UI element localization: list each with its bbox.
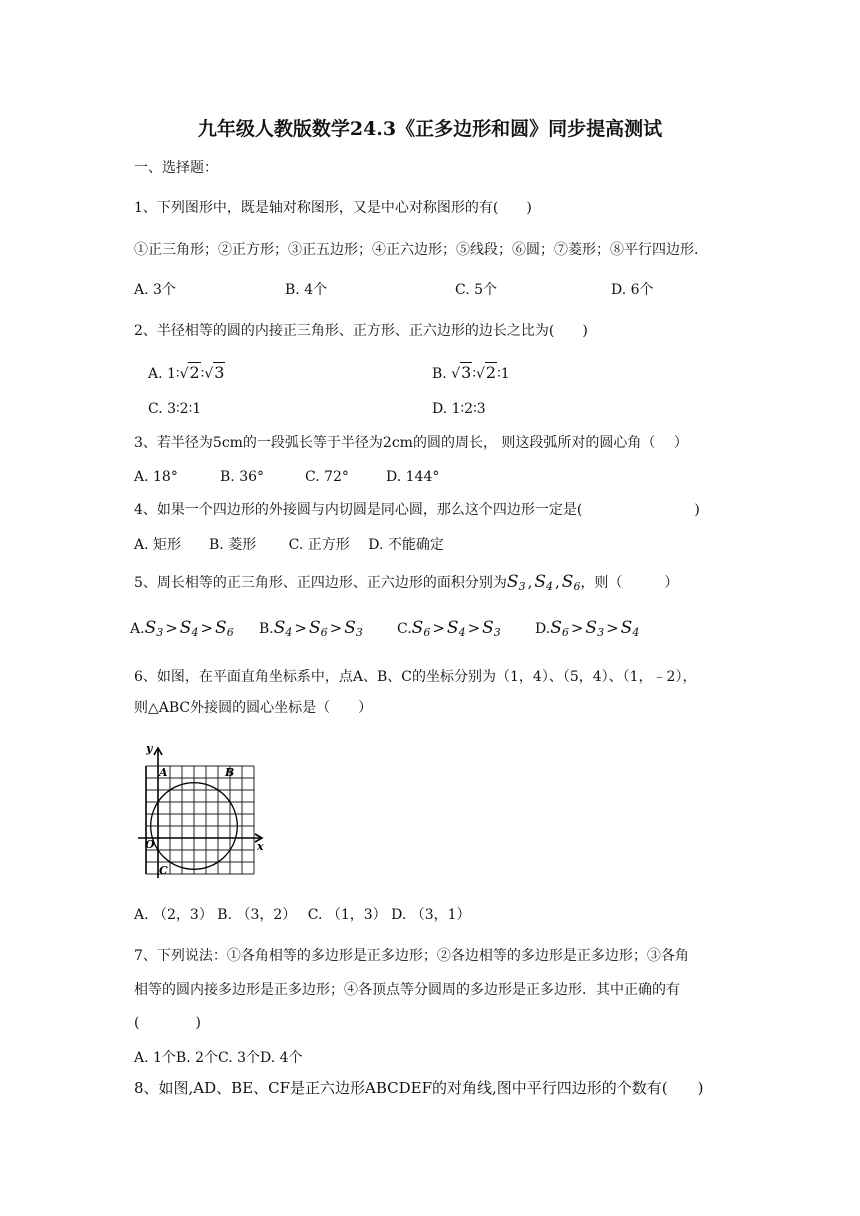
q1-option-a: A. 3个 (134, 282, 176, 298)
q4-options: A. 矩形 B. 菱形 C. 正方形 D. 不能确定 (134, 537, 444, 553)
point-c-label: C (159, 864, 168, 877)
q5-option-a: $A.S_3 > S_4 > S_6$ (130, 618, 234, 639)
q5-stem: 5、周长相等的正三角形、正四边形、正六边形的面积分别为$S_3$ , $S_4$ , $S_6$，则（ ） (134, 572, 679, 593)
q2-option-d: D. 1∶2∶3 (432, 401, 486, 417)
q7-line3: ( ) (134, 1015, 201, 1031)
q3-option-c: C. 72° (305, 469, 349, 485)
q6-options: A. （2，3） B. （3，2） C. （1，3） D. （3，1） (134, 907, 471, 923)
q1-option-b: B. 4个 (285, 282, 328, 298)
q6-stem-line2: 则△ABC外接圆的圆心坐标是（ ） (134, 700, 373, 716)
q2-option-b: B. √3∶√2∶1 (432, 363, 510, 382)
q7-line1: 7、下列说法：①各角相等的多边形是正多边形；②各边相等的多边形是正多边形；③各角 (134, 948, 689, 964)
q3-option-d: D. 144° (386, 469, 440, 485)
point-b-label: B (225, 766, 235, 779)
q3-stem: 3、若半径为5cm的一段弧长等于半径为2cm的圆的周长， 则这段弧所对的圆心角（ ） (134, 435, 688, 451)
q4-stem: 4、如果一个四边形的外接圆与内切圆是同心圆，那么这个四边形一定是( ) (134, 502, 700, 518)
q3-option-b: B. 36° (220, 469, 265, 485)
q7-options: A. 1个B. 2个C. 3个D. 4个 (134, 1050, 303, 1066)
q1-list: ①正三角形；②正方形；③正五边形；④正六边形；⑤线段；⑥圆；⑦菱形；⑧平行四边形. (134, 242, 699, 258)
q1-stem: 1、下列图形中，既是轴对称图形，又是中心对称图形的有( ) (134, 200, 532, 216)
origin-label: O (145, 838, 155, 851)
q5-option-b: $B.S_4 > S_6 > S_3$ (259, 618, 363, 639)
q1-option-c: C. 5个 (455, 282, 498, 298)
q2-stem: 2、半径相等的圆的内接正三角形、正方形、正六边形的边长之比为( ) (134, 323, 588, 339)
axis-x-label: x (257, 840, 264, 853)
q1-option-d: D. 6个 (611, 282, 654, 298)
q6-stem-line1: 6、如图，在平面直角坐标系中，点A、B、C的坐标分别为（1，4）、（5，4）、（1，﹣2）， (134, 669, 697, 685)
q8-stem: 8、如图,AD、BE、CF是正六边形ABCDEF的对角线,图中平行四边形的个数有( ) (134, 1079, 704, 1097)
q6-coordinate-figure (136, 738, 270, 884)
point-a-label: A (159, 766, 168, 779)
q5-option-d: $D.S_6 > S_3 > S_4$ (535, 618, 640, 639)
q7-line2: 相等的圆内接多边形是正多边形；④各顶点等分圆周的多边形是正多边形．其中正确的有 (134, 982, 680, 998)
q5-option-c: $C.S_6 > S_4 > S_3$ (397, 618, 501, 639)
page-title: 九年级人教版数学24.3《正多边形和圆》同步提高测试 (197, 118, 663, 140)
q3-option-a: A. 18° (134, 469, 178, 485)
axis-y-label: y (146, 742, 153, 755)
q2-option-c: C. 3∶2∶1 (148, 401, 202, 417)
section-heading: 一、选择题： (134, 160, 218, 176)
q2-option-a: A. 1∶√2∶√3 (148, 363, 225, 382)
